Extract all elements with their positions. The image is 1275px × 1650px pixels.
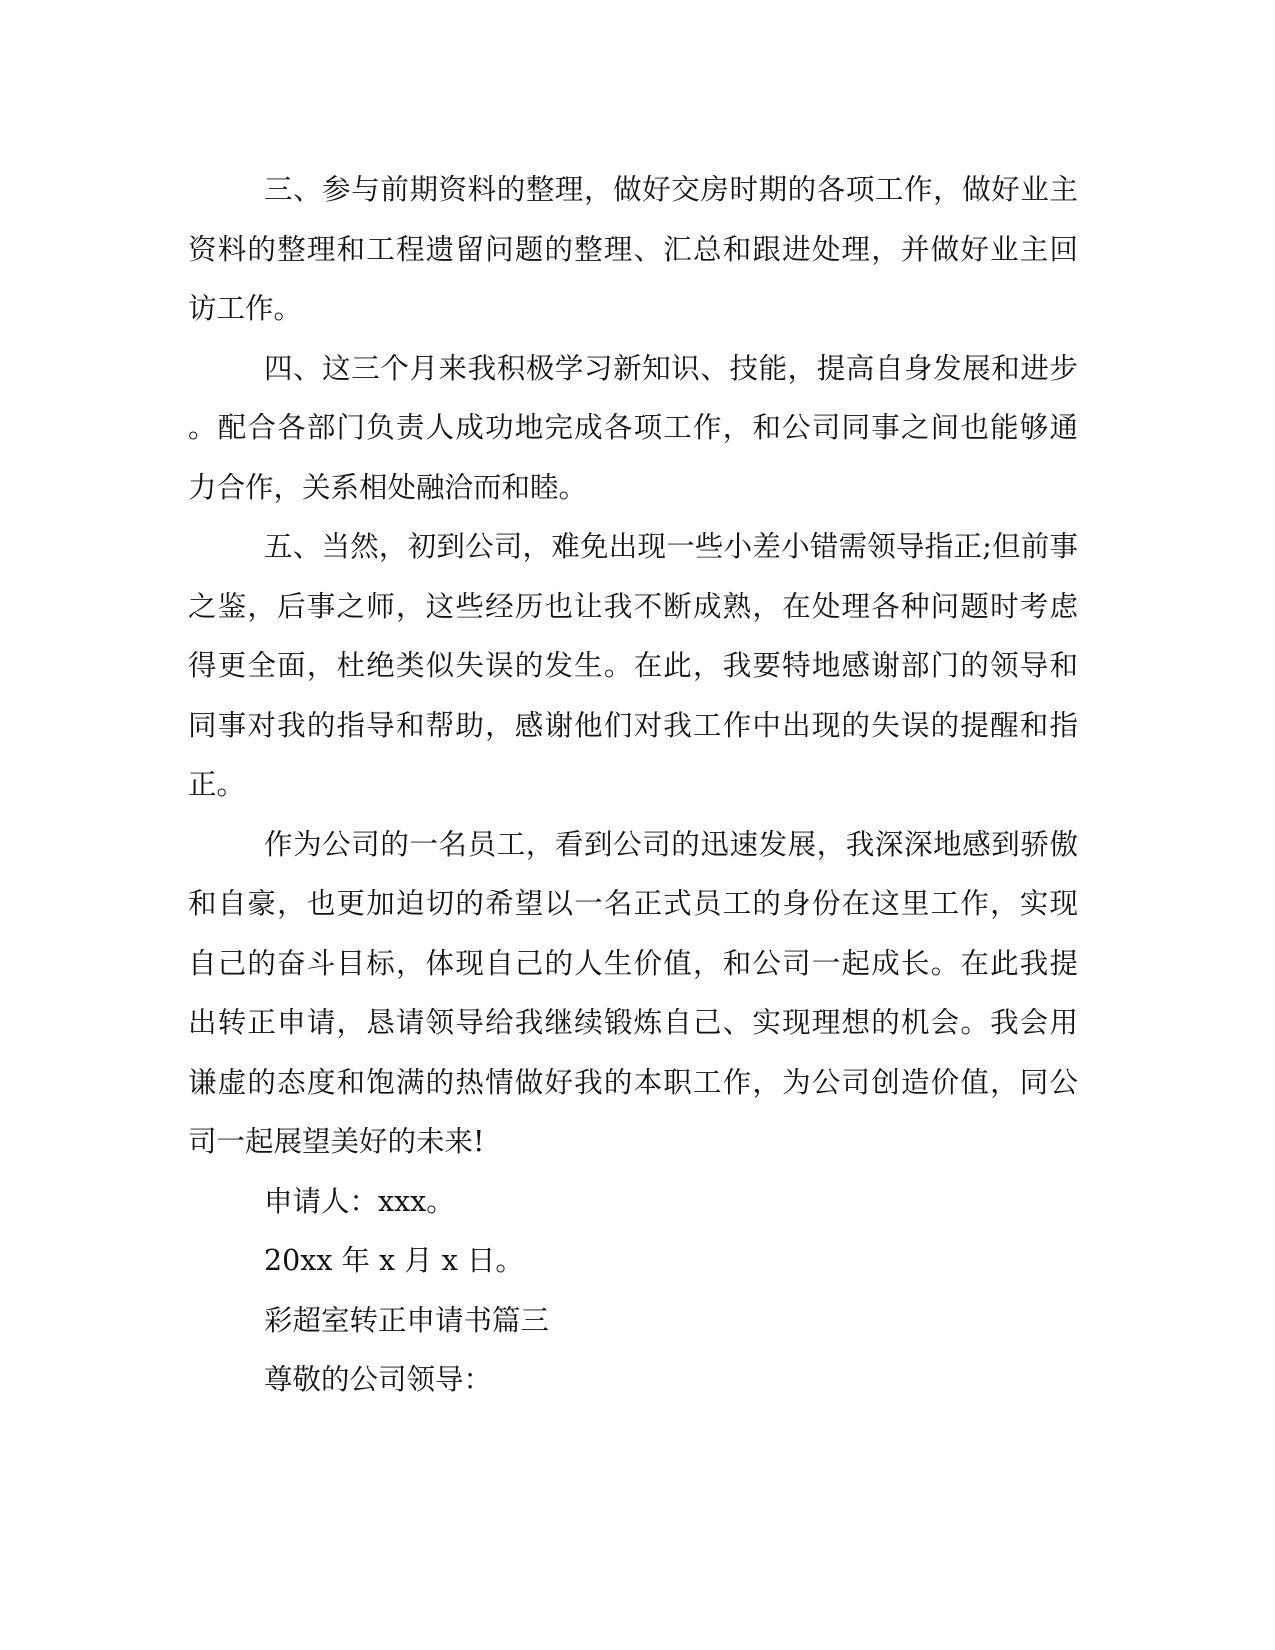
section-title: 彩超室转正申请书篇三 [264,1303,550,1337]
paragraph-conclusion [188,815,1078,1172]
paragraph-line: 司一起展望美好的未来! [188,1125,485,1158]
paragraph-line: 之鉴，后事之师，这些经历也让我不断成熟，在处理各种问题时考虑 [188,589,1078,623]
paragraph-line: 谦虚的态度和饱满的热情做好我的本职工作，为公司创造价值，同公 [188,1065,1078,1099]
date-line: 20xx 年 x 月 x 日。 [264,1244,524,1277]
paragraph-line: 作为公司的一名员工，看到公司的迅速发展，我深深地感到骄傲 [264,827,1078,861]
paragraph-line: 力合作，关系相处融洽而和睦。 [188,470,588,504]
applicant-line: 申请人：xxx。 [264,1184,455,1218]
paragraph-5 [188,517,1078,815]
salutation: 尊敬的公司领导： [264,1363,493,1396]
paragraph-line: 同事对我的指导和帮助，感谢他们对我工作中出现的失误的提醒和指 [188,708,1078,742]
paragraph-4 [188,339,1078,518]
paragraph-line: 出转正申请，恳请领导给我继续锻炼自己、实现理想的机会。我会用 [188,1006,1078,1039]
paragraph-line: 自己的奋斗目标，体现自己的人生价值，和公司一起成长。在此我提 [188,946,1078,980]
paragraph-line: 五、当然，初到公司，难免出现一些小差小错需领导指正;但前事 [264,530,1078,563]
paragraph-line: 和自豪，也更加迫切的希望以一名正式员工的身份在这里工作，实现 [188,887,1078,920]
paragraph-line: 资料的整理和工程遗留问题的整理、汇总和跟进处理，并做好业主回 [188,232,1078,266]
document-body [188,160,1078,1410]
paragraph-line: 四、这三个月来我积极学习新知识、技能，提高自身发展和进步 [264,351,1078,385]
paragraph-line: 访工作。 [188,292,303,325]
paragraph-line: 三、参与前期资料的整理，做好交房时期的各项工作，做好业主 [264,173,1078,206]
paragraph-3 [188,160,1078,339]
paragraph-line: 。配合各部门负责人成功地完成各项工作，和公司同事之间也能够通 [188,411,1078,444]
paragraph-line: 正。 [188,768,246,801]
paragraph-line: 得更全面，杜绝类似失误的发生。在此，我要特地感谢部门的领导和 [188,649,1078,682]
